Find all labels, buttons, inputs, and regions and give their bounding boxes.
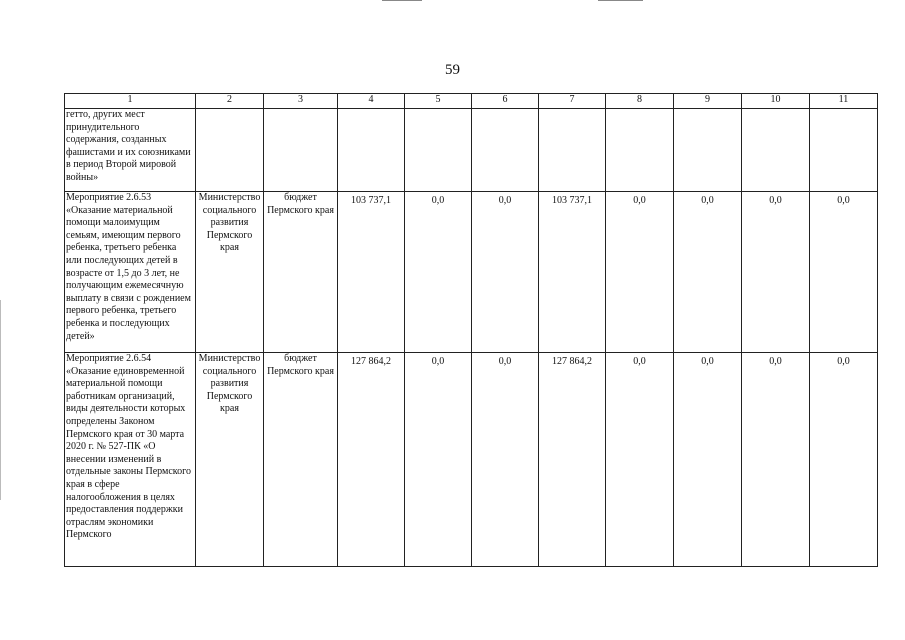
value-cell: 0,0 <box>810 353 878 567</box>
value-cell: 0,0 <box>472 353 539 567</box>
table-row <box>65 192 878 353</box>
column-header: 4 <box>338 94 405 109</box>
measure-description: Мероприятие 2.6.53 «Оказание материальной помощи малоимущим семьям, имеющим первого ребенка, третьего ребенка или последующих детей в возрасте от 1,5 до 3 лет, не получающим ежемесячную выплату в связи с рождением первого ребенка, третьего ребенка и последующих детей» <box>65 192 196 353</box>
column-header: 3 <box>264 94 338 109</box>
measure-description: Мероприятие 2.6.54 «Оказание единовременной материальной помощи работникам организаций, виды деятельности которых определены Законом Пермского края от 30 марта 2020 г. № 527-ПК «О внесении изменений в отдельные законы Пермского края в сфере налогообложения в целях предоставления поддержки отраслям экономики Пермского <box>65 353 196 567</box>
value-cell: 0,0 <box>472 192 539 353</box>
funding-source <box>264 109 338 192</box>
value-cell <box>674 109 742 192</box>
value-cell: 0,0 <box>810 192 878 353</box>
value-cell: 103 737,1 <box>338 192 405 353</box>
value-cell: 0,0 <box>405 353 472 567</box>
scan-edge-mark <box>382 0 422 1</box>
column-header: 7 <box>539 94 606 109</box>
column-header: 1 <box>65 94 196 109</box>
column-header: 9 <box>674 94 742 109</box>
budget-table <box>64 93 878 567</box>
column-header: 2 <box>196 94 264 109</box>
column-header: 11 <box>810 94 878 109</box>
value-cell <box>742 109 810 192</box>
value-cell: 127 864,2 <box>539 353 606 567</box>
value-cell: 0,0 <box>606 353 674 567</box>
column-header: 8 <box>606 94 674 109</box>
page-number: 59 <box>445 62 460 78</box>
table-row <box>65 353 878 567</box>
value-cell: 0,0 <box>742 192 810 353</box>
value-cell: 0,0 <box>405 192 472 353</box>
value-cell <box>405 109 472 192</box>
column-header: 5 <box>405 94 472 109</box>
value-cell: 0,0 <box>606 192 674 353</box>
funding-source: бюджет Пермского края <box>264 353 338 567</box>
responsible-executor: Министерство социального развития Пермского края <box>196 192 264 353</box>
value-cell <box>539 109 606 192</box>
value-cell: 103 737,1 <box>539 192 606 353</box>
column-header: 10 <box>742 94 810 109</box>
responsible-executor <box>196 109 264 192</box>
column-header: 6 <box>472 94 539 109</box>
value-cell: 127 864,2 <box>338 353 405 567</box>
header-row <box>65 94 878 109</box>
value-cell <box>810 109 878 192</box>
scan-edge-mark <box>0 300 1 500</box>
value-cell: 0,0 <box>674 192 742 353</box>
table-row <box>65 109 878 192</box>
value-cell <box>338 109 405 192</box>
scan-edge-mark <box>598 0 643 1</box>
measure-description: гетто, других мест принудительного содержания, созданных фашистами и их союзниками в период Второй мировой войны» <box>65 109 196 192</box>
responsible-executor: Министерство социального развития Пермского края <box>196 353 264 567</box>
value-cell <box>606 109 674 192</box>
value-cell <box>472 109 539 192</box>
value-cell: 0,0 <box>742 353 810 567</box>
funding-source: бюджет Пермского края <box>264 192 338 353</box>
value-cell: 0,0 <box>674 353 742 567</box>
